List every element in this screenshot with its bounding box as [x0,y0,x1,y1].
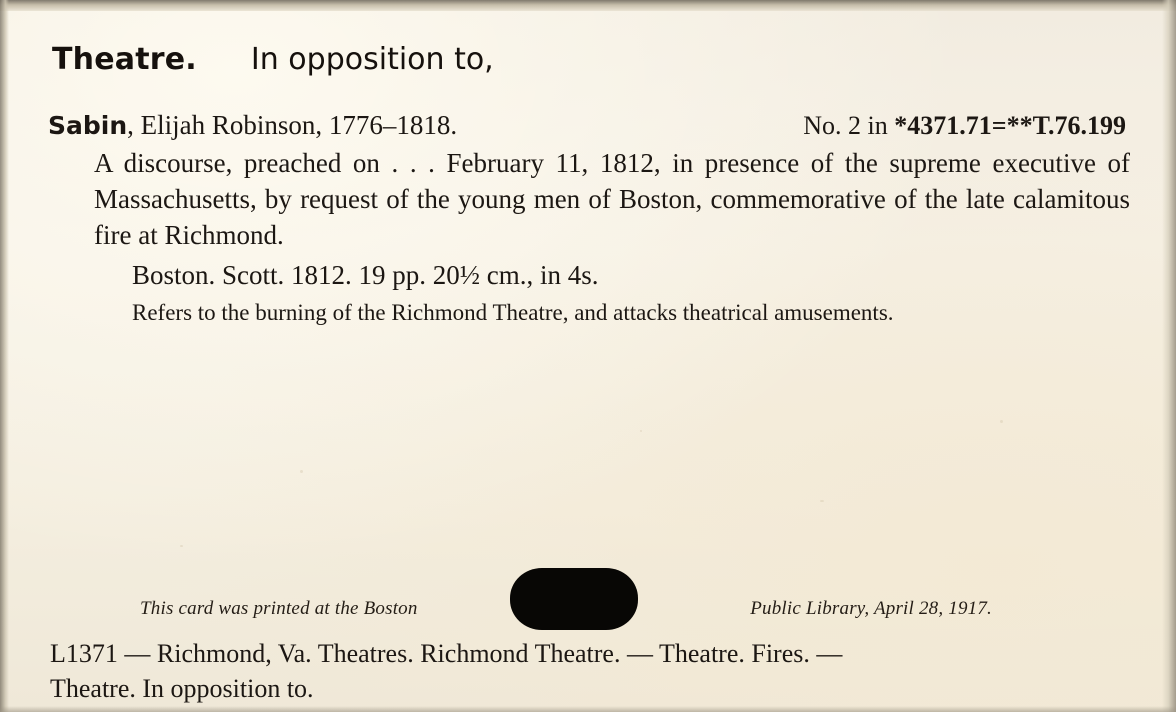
author-rest: , Elijah Robinson, 1776–1818. [127,110,458,140]
subject-qualifier: In opposition to, [250,42,494,77]
printed-statement-right: Public Library, April 28, 1917. [750,598,992,619]
subject-tracings [50,636,1140,706]
paper-speck [1000,420,1003,423]
subject-heading: Theatre. [52,42,197,77]
redaction-blob [510,568,638,630]
title-statement: A discourse, preached on . . . February 11, 1812, in presence of the supreme executive of Massachusetts, by request of the young men of Boston, commemorative of the late calamitous fire at Richmond. [94,148,1130,250]
call-number [803,109,1134,143]
paper-speck [300,470,303,473]
call-number-prefix: No. 2 in [803,111,895,140]
entry-body [48,145,1134,328]
author-statement [48,108,457,143]
card-heading [52,42,494,77]
contents-note: Refers to the burning of the Richmond Theatre, and attacks theatrical amusements. [132,300,894,325]
author-line [48,108,1134,143]
call-number-value: *4371.71=**T.76.199 [894,111,1126,140]
paper-speck [820,500,824,502]
tracings-line-1: L1371 — Richmond, Va. Theatres. Richmond Theatre. — Theatre. Fires. — [50,639,843,668]
author-surname: Sabin [48,111,128,140]
tracings-line-2: Theatre. In opposition to. [50,674,314,703]
printed-statement-left: This card was printed at the Boston [140,598,418,619]
imprint-statement: Boston. Scott. 1812. 19 pp. 20½ cm., in 4s. [132,260,599,290]
paper-speck [640,430,642,432]
paper-speck [180,545,183,547]
bibliographic-entry [48,108,1134,328]
